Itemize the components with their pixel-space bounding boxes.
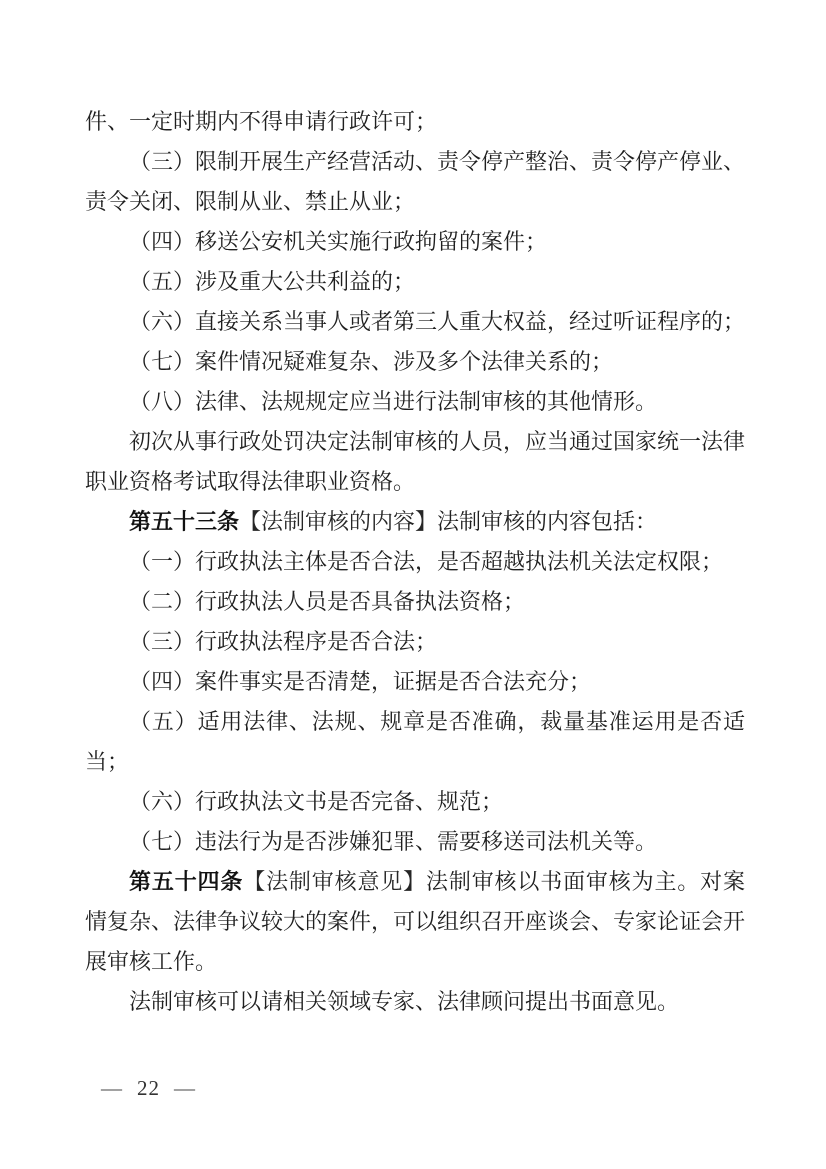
- article-53-title: 【法制审核的内容】: [239, 509, 438, 534]
- footer-left-dash: —: [101, 1076, 123, 1100]
- article-53-item-7: （七）违法行为是否涉嫌犯罪、需要移送司法机关等。: [129, 829, 658, 854]
- article-53-item-3: （三）行政执法程序是否合法；: [129, 629, 438, 654]
- article-53-item-6: （六）行政执法文书是否完备、规范；: [129, 789, 504, 814]
- item-8: （八）法律、法规规定应当进行法制审核的其他情形。: [129, 389, 658, 414]
- item-4: （四）移送公安机关实施行政拘留的案件；: [129, 229, 548, 254]
- continued-sentence: 件、一定时期内不得申请行政许可；: [85, 109, 438, 134]
- page-footer: [101, 1076, 196, 1101]
- page-number: 22: [137, 1076, 160, 1100]
- article-53-item-1: （一）行政执法主体是否合法，是否超越执法机关法定权限；: [129, 549, 724, 574]
- article-54-number: 第五十四条: [129, 869, 244, 894]
- article-53: [85, 502, 745, 542]
- article-54-title: 【法制审核意见】: [243, 869, 426, 894]
- item-6: （六）直接关系当事人或者第三人重大权益，经过听证程序的；: [129, 309, 746, 334]
- document-body: [85, 102, 745, 1022]
- item-7: （七）案件情况疑难复杂、涉及多个法律关系的；: [129, 349, 614, 374]
- article-53-item-5: （五）适用法律、法规、规章是否准确，裁量基准运用是否适当；: [85, 709, 745, 774]
- para-qualification: 初次从事行政处罚决定法制审核的人员，应当通过国家统一法律职业资格考试取得法律职业资格。: [85, 429, 746, 494]
- article-54: [85, 862, 745, 982]
- article-53-number: 第五十三条: [129, 509, 240, 534]
- article-53-item-2: （二）行政执法人员是否具备执法资格；: [129, 589, 526, 614]
- article-53-item-4: （四）案件事实是否清楚，证据是否合法充分；: [129, 669, 592, 694]
- footer-right-dash: —: [174, 1076, 196, 1100]
- para-written-opinion: 法制审核可以请相关领域专家、法律顾问提出书面意见。: [129, 989, 680, 1014]
- article-54-body: 法制审核以书面审核为主。对案情复杂、法律争议较大的案件，可以组织召开座谈会、专家论证会开展审核工作。: [85, 869, 746, 974]
- article-53-body: 法制审核的内容包括：: [437, 509, 658, 534]
- item-3: （三）限制开展生产经营活动、责令停产整治、责令停产停业、责令关闭、限制从业、禁止从业；: [85, 149, 746, 214]
- item-5: （五）涉及重大公共利益的；: [129, 269, 416, 294]
